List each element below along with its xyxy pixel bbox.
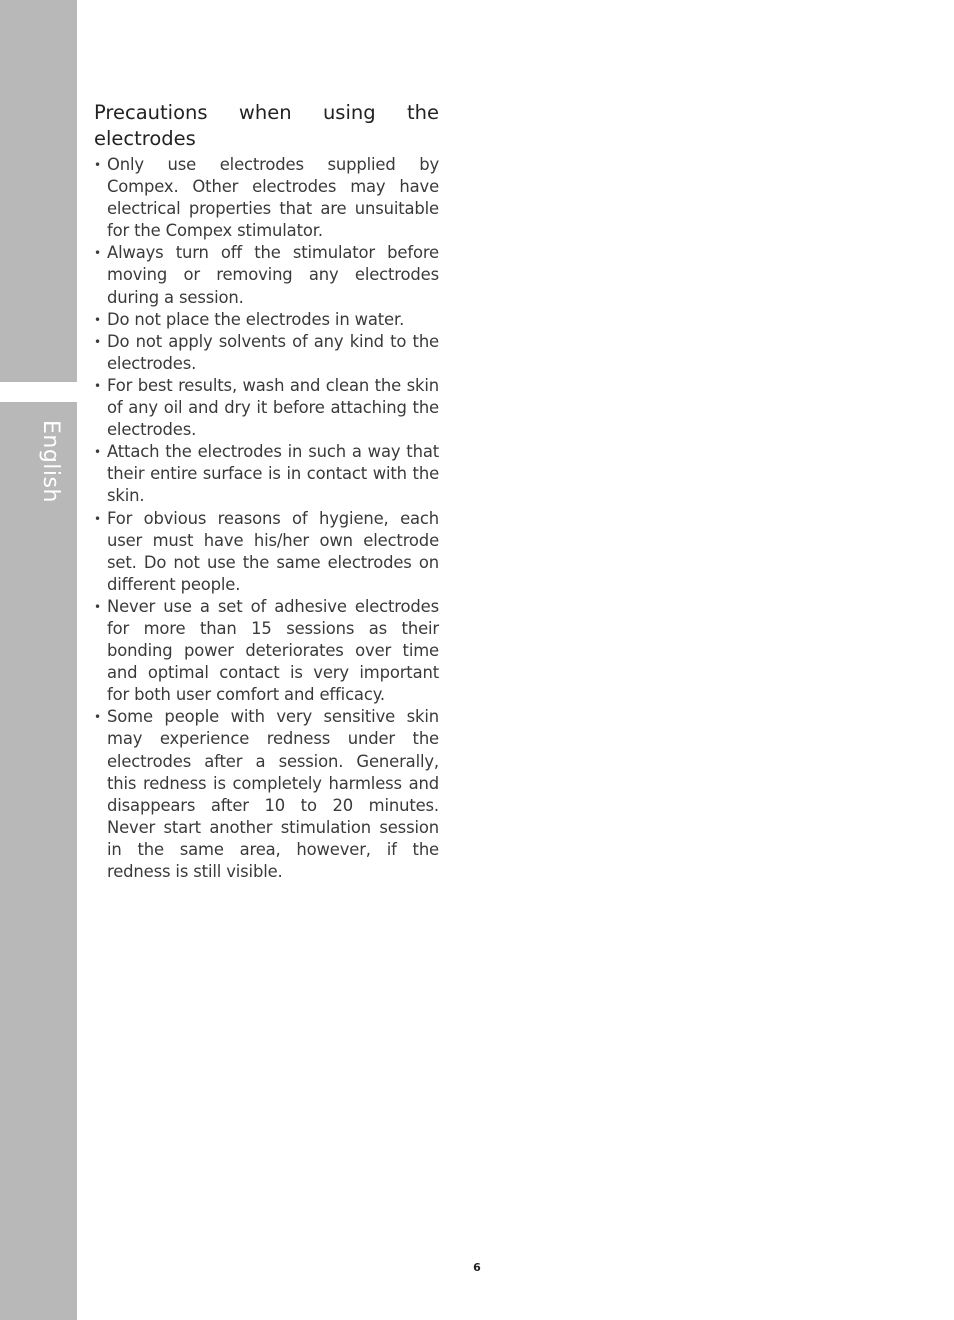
bullet-icon: •	[94, 511, 101, 526]
list-item	[94, 441, 439, 507]
list-item	[94, 508, 439, 596]
bullet-icon: •	[94, 312, 101, 327]
list-item	[94, 596, 439, 706]
page-number: 6	[473, 1261, 481, 1274]
list-item-text: Do not apply solvents of any kind to the electrodes.	[107, 331, 439, 373]
bullet-icon: •	[94, 710, 101, 725]
bullet-icon: •	[94, 334, 101, 349]
list-item	[94, 242, 439, 308]
sidebar-band-bottom	[0, 402, 77, 1320]
list-item-text: Some people with very sensitive skin may experience redness under the electrodes after a session. Generally, this redness is completely harmless and disappears after 10 to 20 minutes. Never start another stimulation session in the same area, however, if the redness is still visible.	[107, 707, 439, 881]
bullet-icon: •	[94, 378, 101, 393]
bullet-icon: •	[94, 158, 101, 172]
list-item	[94, 309, 439, 331]
precautions-list	[94, 154, 439, 883]
language-tab-label: English	[38, 420, 63, 503]
list-item-text: Only use electrodes supplied by Compex. Other electrodes may have electrical properties that are unsuitable for the Compex stimulator.	[107, 155, 439, 241]
main-content	[94, 100, 439, 883]
language-tab	[32, 420, 68, 530]
bullet-icon: •	[94, 599, 101, 614]
list-item-text: For best results, wash and clean the skin of any oil and dry it before attaching the electrodes.	[107, 375, 439, 440]
list-item-text: Attach the electrodes in such a way that their entire surface is in contact with the skin.	[107, 442, 439, 506]
list-item-text: Always turn off the stimulator before moving or removing any electrodes during a session.	[107, 243, 439, 307]
section-title: Precautions when using the electrodes	[94, 101, 439, 150]
sidebar-divider	[0, 382, 77, 402]
list-item	[94, 154, 439, 242]
sidebar-band-top	[0, 0, 77, 382]
list-item-text: Never use a set of adhesive electrodes for more than 15 sessions as their bonding power deteriorates over time and optimal contact is very important for both user comfort and efficacy.	[107, 596, 439, 705]
bullet-icon: •	[94, 445, 101, 460]
list-item	[94, 375, 439, 441]
list-item-text: For obvious reasons of hygiene, each user must have his/her own electrode set. Do not use the same electrodes on different people.	[107, 508, 439, 594]
list-item-text: Do not place the electrodes in water.	[107, 309, 405, 329]
list-item	[94, 706, 439, 883]
bullet-icon: •	[94, 246, 101, 261]
list-item	[94, 331, 439, 375]
